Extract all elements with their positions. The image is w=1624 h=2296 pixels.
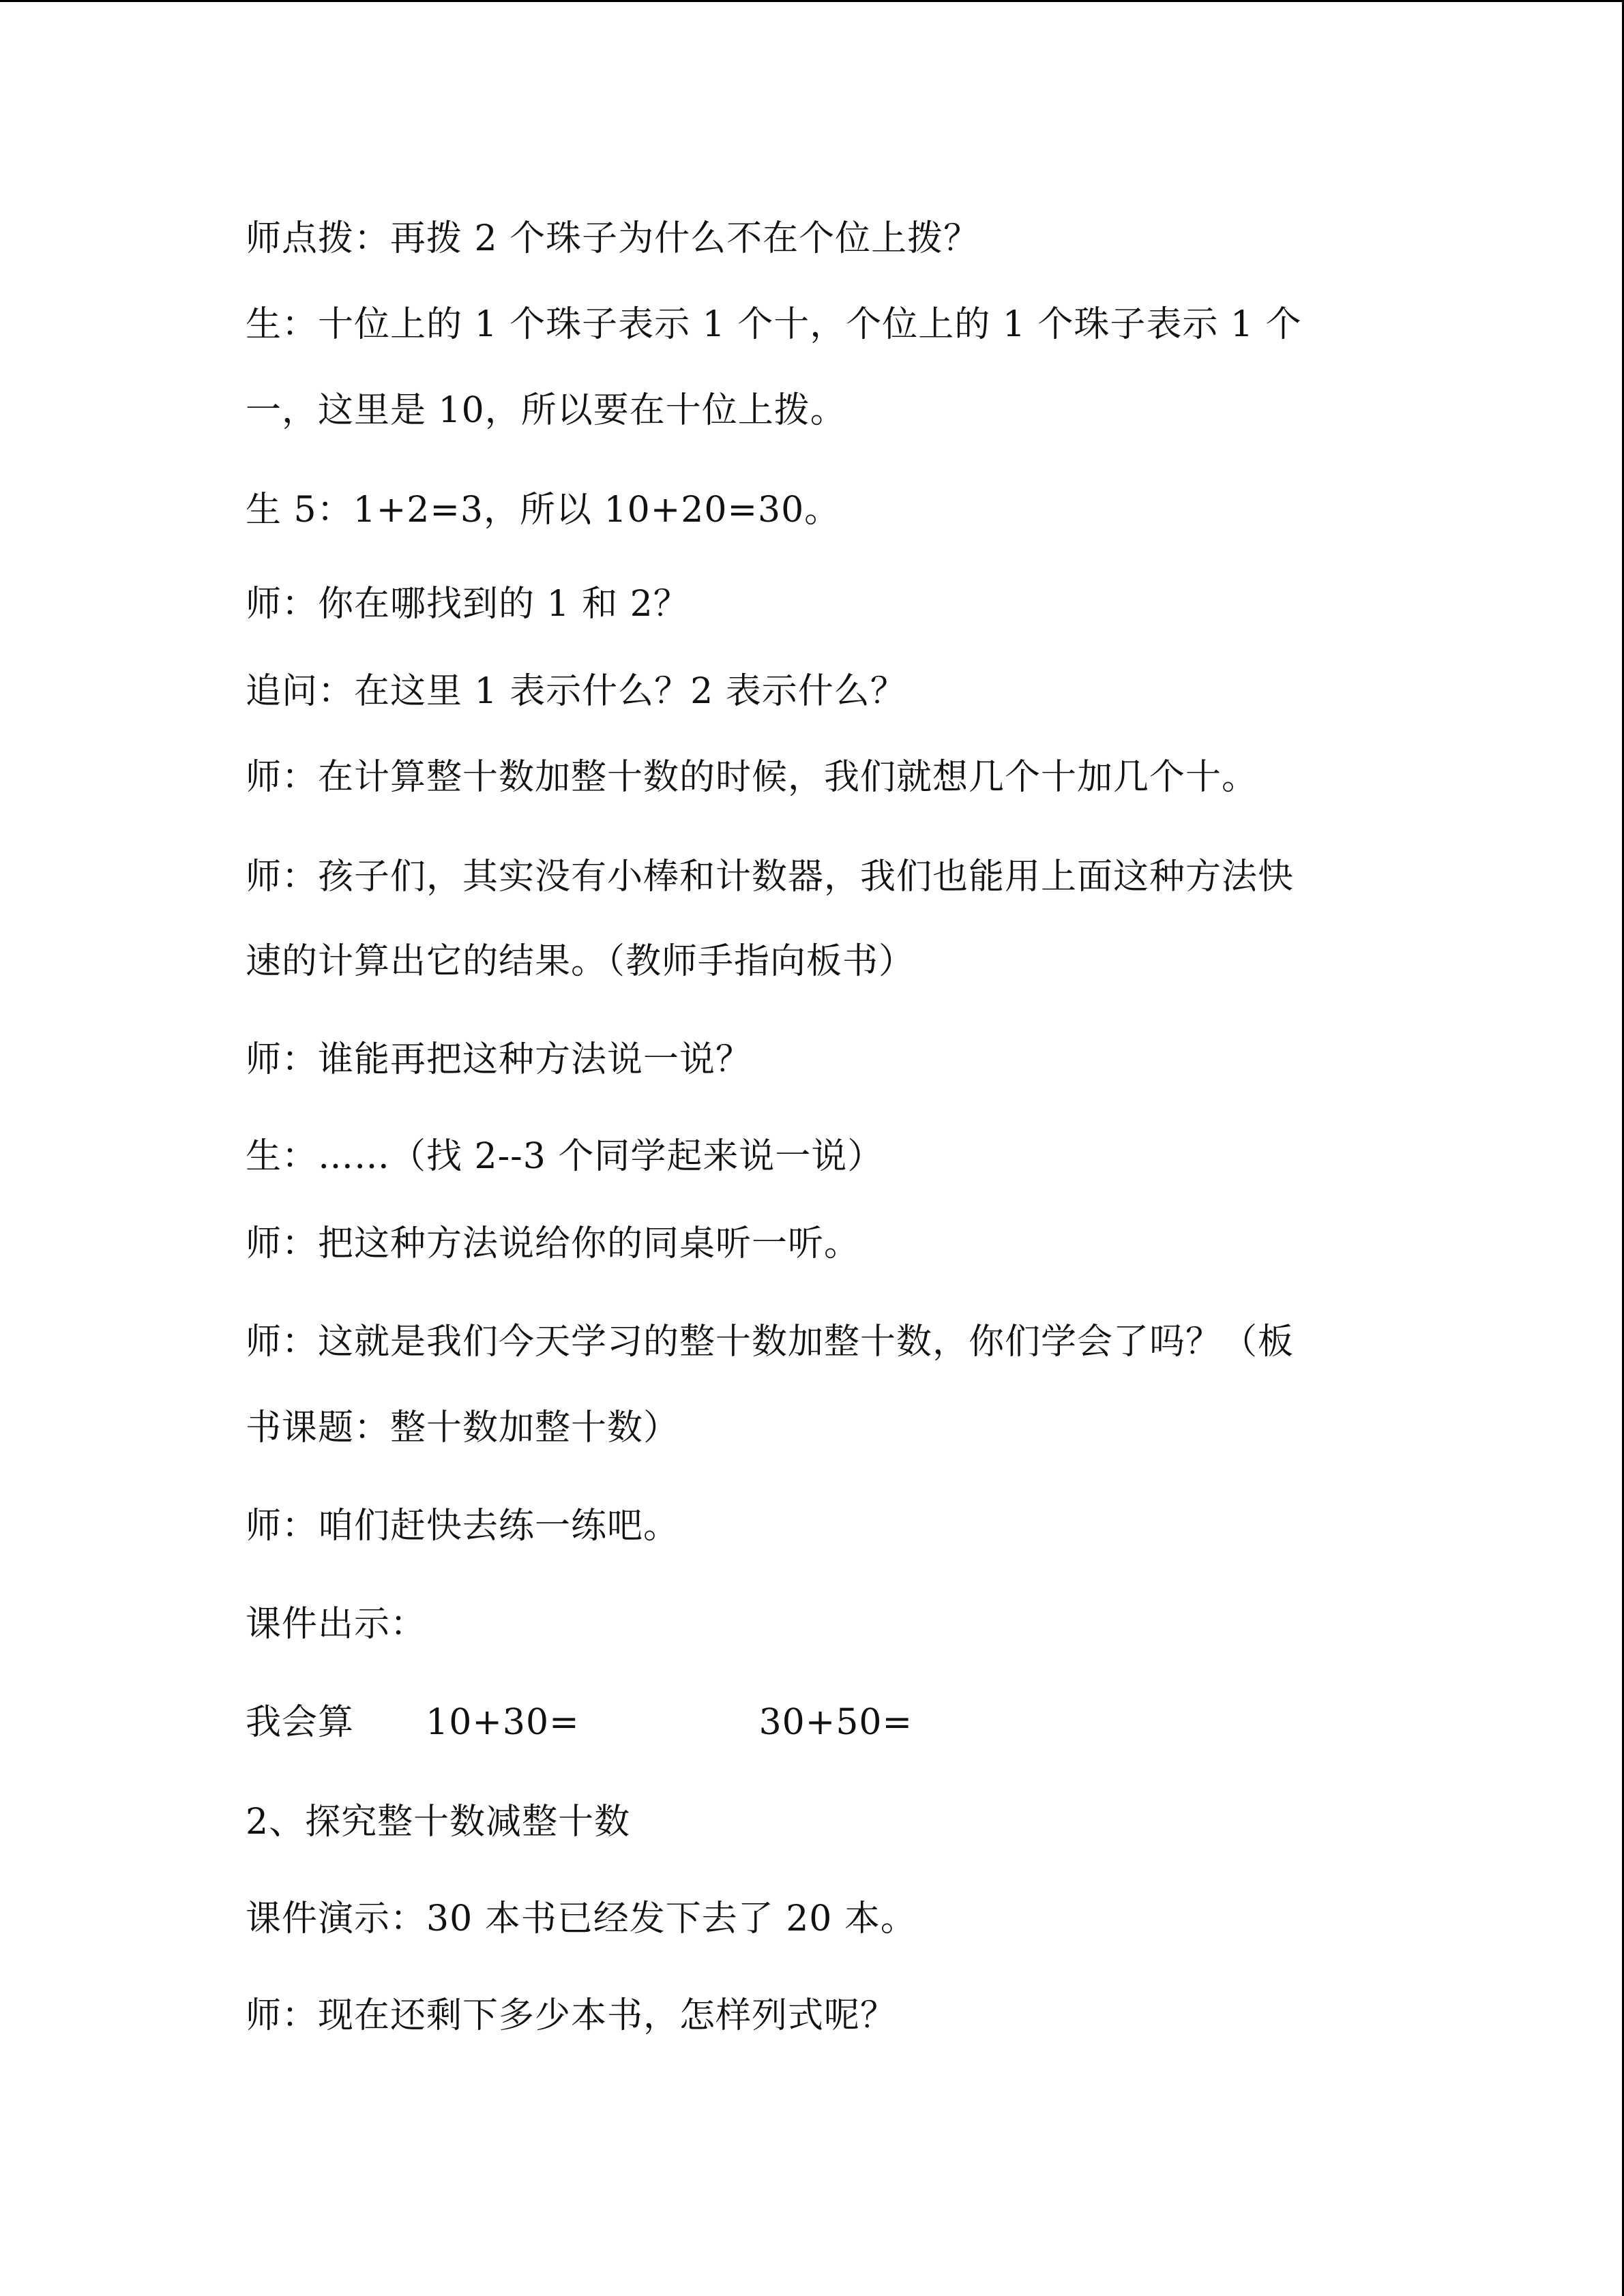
paragraph-line-16: 课件出示：: [246, 1604, 427, 1645]
paragraph-line-8: 师：孩子们，其实没有小棒和计数器，我们也能用上面这种方法快: [246, 856, 1295, 897]
paragraph-line-4: 生 5：1+2=3，所以 10+20=30。: [246, 490, 841, 531]
paragraph-line-11: 生：……（找 2--3 个同学起来说一说）: [246, 1136, 884, 1177]
paragraph-line-19: 课件演示：30 本书已经发下去了 20 本。: [246, 1898, 917, 1939]
paragraph-line-6: 追问：在这里 1 表示什么？2 表示什么？: [246, 671, 906, 712]
paragraph-line-1: 师点拨：再拨 2 个珠子为什么不在个位上拨？: [246, 218, 980, 259]
paragraph-line-15: 师：咱们赶快去练一练吧。: [246, 1506, 680, 1547]
paragraph-line-2: 生：十位上的 1 个珠子表示 1 个十，个位上的 1 个珠子表示 1 个: [246, 304, 1302, 345]
paragraph-line-13: 师：这就是我们今天学习的整十数加整十数，你们学会了吗？（板: [246, 1322, 1295, 1362]
paragraph-line-18: 2、探究整十数减整十数: [246, 1802, 631, 1843]
paragraph-line-5: 师：你在哪找到的 1 和 2？: [246, 584, 690, 625]
paragraph-line-14: 书课题：整十数加整十数）: [246, 1407, 680, 1448]
paragraph-line-20: 师：现在还剩下多少本书，怎样列式呢？: [246, 1995, 897, 2036]
paragraph-line-10: 师：谁能再把这种方法说一说？: [246, 1039, 752, 1080]
page-top-border: [0, 0, 1624, 2]
paragraph-line-7: 师：在计算整十数加整十数的时候，我们就想几个十加几个十。: [246, 757, 1258, 798]
paragraph-line-3: 一，这里是 10，所以要在十位上拨。: [246, 390, 846, 431]
paragraph-line-17: 我会算 10+30= 30+50=: [246, 1702, 913, 1743]
paragraph-line-9: 速的计算出它的结果。（教师手指向板书）: [246, 941, 915, 982]
paragraph-line-12: 师：把这种方法说给你的同桌听一听。: [246, 1223, 861, 1264]
